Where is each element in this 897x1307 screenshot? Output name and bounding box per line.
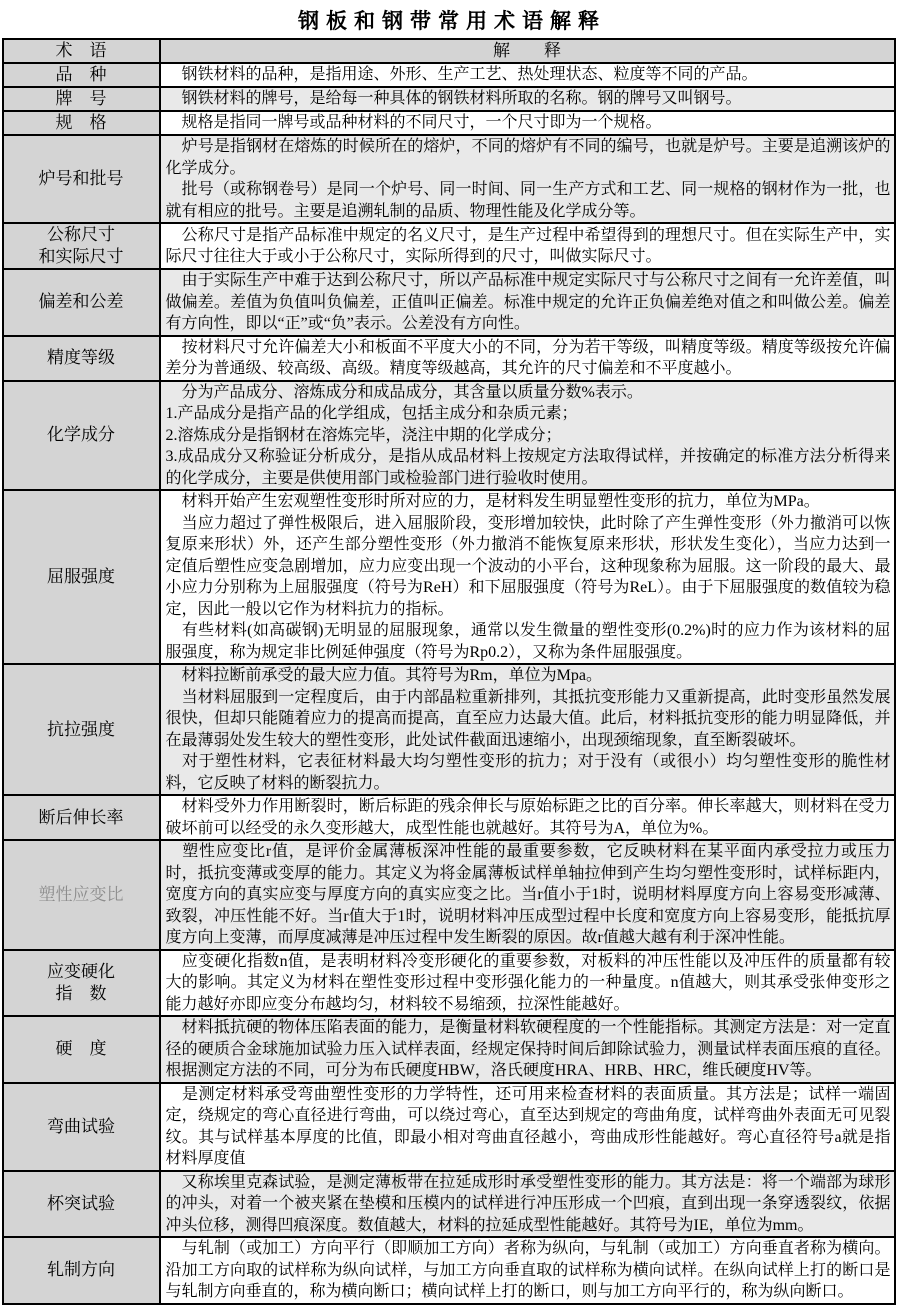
term-cell xyxy=(3,1083,160,1171)
explanation-paragraph: 对于塑性材料，它表征材料最大均匀塑性变形的抗力；对于没有（或很小）均匀塑性变形的脆性材料，它反映了材料的断裂抗力。 xyxy=(165,753,891,792)
explanation-paragraph: 钢铁材料的品种，是指用途、外形、生产工艺、热处理状态、粒度等不同的产品。 xyxy=(165,66,758,84)
term-label: 屈服强度 xyxy=(47,567,115,586)
term-label: 指 数 xyxy=(55,983,107,1003)
explanation-cell xyxy=(160,1083,895,1171)
explanation-paragraph: 按材料尺寸允许偏差大小和板面不平度大小的不同，分为若干等级，叫精度等级。精度等级按允许偏差分为普通级、较高级、高级。精度等级越高，其允许的尺寸偏差和不平度越小。 xyxy=(165,338,891,377)
table-row xyxy=(3,1016,895,1083)
term-cell xyxy=(3,381,160,491)
explanation-cell xyxy=(160,490,895,664)
explanation-paragraph: 材料受外力作用断裂时，断后标距的残余伸长与原始标距之比的百分率。伸长率越大，则材料在受力破坏前可以经受的永久变形越大，成型性能也就越好。其符号为A，单位为%。 xyxy=(165,798,891,837)
explanation-paragraph: 塑性应变比r值，是评价金属薄板深冲性能的最重要参数，它反映材料在某平面内承受拉力或压力时，抵抗变薄或变厚的能力。其定义为将金属薄板试样单轴拉伸到产生均匀塑性变形时，试样标距内，宽度方向的真实应变与厚度方向的真实应变之比。当r值小于1时，说明材料厚度方向上容易变形减薄、致裂，冲压性能不好。当r值大于1时，说明材料冲压成型过程中长度和宽度方向上容易变形，能抵抗厚度方向上变薄，而厚度减薄是冲压过程中发生断裂的原因。故r值越大越有利于深冲性能。 xyxy=(165,843,891,946)
table-row xyxy=(3,87,895,111)
table-row xyxy=(3,223,895,269)
table-body xyxy=(3,63,895,1304)
explanation-paragraph: 与轧制（或加工）方向平行（即顺加工方向）者称为纵向，与轧制（或加工）方向垂直者称为横向。沿加工方向取的试样称为纵向试样，与加工方向垂直取的试样称为横向试样。在纵向试样上打的断口是与轧制方向垂直的，称为横向断口；横向试样上打的断口，则与加工方向平行的，称为纵向断口。 xyxy=(165,1240,891,1300)
term-cell xyxy=(3,111,160,135)
term-label: 品 种 xyxy=(55,65,107,84)
table-row xyxy=(3,1237,895,1304)
header-row xyxy=(3,39,895,63)
term-cell xyxy=(3,950,160,1017)
explanation-cell xyxy=(160,950,895,1017)
term-cell xyxy=(3,135,160,223)
term-cell xyxy=(3,664,160,795)
explanation-paragraph: 由于实际生产中难于达到公称尺寸，所以产品标准中规定实际尺寸与公称尺寸之间有一允许差值，叫做偏差。差值为负值叫负偏差，正值叫正偏差。标准中规定的允许正负偏差绝对值之和叫做公差。偏差有方向性，即以“正”或“负”表示。公差没有方向性。 xyxy=(165,272,891,332)
table-row xyxy=(3,336,895,381)
terms-table xyxy=(2,38,896,1305)
table-row xyxy=(3,664,895,795)
term-cell xyxy=(3,840,160,950)
explanation-paragraph: 当应力超过了弹性极限后，进入屈服阶段，变形增加较快，此时除了产生弹性变形（外力撤消可以恢复原来形状）外，还产生部分塑性变形（外力撤消不能恢复原来形状，形状发生变化），当应力达到一定值后塑性应变急剧增加，应力应变出现一个波动的小平台，这种现象称为屈服。这一阶段的最大、最小应力分别称为上屈服强度（符号为ReH）和下屈服强度（符号为ReL）。由于下屈服强度的数值较为稳定，因此一般以它作为材料抗力的指标。 xyxy=(165,514,891,618)
term-cell xyxy=(3,795,160,840)
explanation-paragraph: 材料开始产生宏观塑性变形时所对应的力，是材料发生明显塑性变形的抗力，单位为MPa。 xyxy=(165,493,820,510)
explanation-paragraph: 又称埃里克森试验，是测定薄板带在拉延成形时承受塑性变形的能力。其方法是：将一个端部为球形的冲头，对着一个被夹紧在垫模和压模内的试样进行冲压形成一个凹痕，直到出现一条穿透裂纹，依据冲头位移，测得凹痕深度。数值越大，材料的拉延成型性能越好。其符号为IE，单位为mm。 xyxy=(165,1173,891,1234)
explanation-cell xyxy=(160,111,895,135)
header-term: 术 语 xyxy=(3,39,160,63)
term-cell xyxy=(3,63,160,87)
explanation-paragraph: 3.成品成分又称验证分析成分，是指从成品材料上按规定方法取得试样，并按确定的标准方法分析得来的化学成分，主要是供使用部门或检验部门进行验收时使用。 xyxy=(165,448,891,487)
table-row xyxy=(3,840,895,950)
term-label: 塑性应变比 xyxy=(38,884,124,904)
term-cell xyxy=(3,490,160,664)
term-label: 抗拉强度 xyxy=(47,719,115,739)
explanation-cell xyxy=(160,1016,895,1083)
term-cell xyxy=(3,336,160,381)
term-label: 公称尺寸 xyxy=(47,225,115,244)
explanation-paragraph: 钢铁材料的牌号，是给每一种具体的钢铁材料所取的名称。钢的牌号又叫钢号。 xyxy=(165,90,742,108)
explanation-paragraph: 分为产品成分、溶炼成分和成品成分，其含量以质量分数%表示。 xyxy=(165,383,643,401)
table-row xyxy=(3,795,895,840)
explanation-paragraph: 炉号是指钢材在熔炼的时候所在的熔炉，不同的熔炉有不同的编号，也就是炉号。主要是追溯该炉的化学成分。 xyxy=(165,138,891,177)
table-row xyxy=(3,269,895,336)
term-cell xyxy=(3,1016,160,1083)
table-row xyxy=(3,135,895,223)
term-cell xyxy=(3,1171,160,1238)
explanation-paragraph: 当材料屈服到一定程度后，由于内部晶粒重新排列，其抵抗变形能力又重新提高，此时变形虽然发展很快，但却只能随着应力的提高而提高，直至应力达最大值。此后，材料抵抗变形的能力明显降低，并在最薄弱处发生较大的塑性变形，此处试件截面迅速缩小，出现颈缩现象，直至断裂破坏。 xyxy=(165,688,891,749)
term-label: 弯曲试验 xyxy=(47,1116,115,1136)
explanation-cell xyxy=(160,1171,895,1238)
explanation-cell xyxy=(160,664,895,795)
table-row xyxy=(3,381,895,491)
explanation-cell xyxy=(160,795,895,840)
term-label: 规 格 xyxy=(55,113,107,132)
explanation-paragraph: 公称尺寸是指产品标准中规定的名义尺寸，是生产过程中希望得到的理想尺寸。但在实际生产中，实际尺寸往往大于或小于公称尺寸，实际所得到的尺寸，叫做实际尺寸。 xyxy=(165,226,891,265)
term-label: 应变硬化 xyxy=(47,961,115,981)
explanation-cell xyxy=(160,840,895,950)
explanation-paragraph: 材料拉断前承受的最大应力值。其符号为Rm，单位为Mpa。 xyxy=(165,667,602,684)
term-label: 精度等级 xyxy=(47,348,115,367)
explanation-paragraph: 有些材料(如高碳钢)无明显的屈服现象，通常以发生微量的塑性变形(0.2%)时的应力作为该材料的屈服强度，称为规定非比例延伸强度（符号为Rp0.2），又称为条件屈服强度。 xyxy=(165,622,891,661)
explanation-paragraph: 应变硬化指数n值，是表明材料冷变形硬化的重要参数，对板料的冲压性能以及冲压件的质量都有较大的影响。其定义为材料在塑性变形过程中变形强化能力的一种量度。n值越大，则其承受张伸变形之能力越好亦即应变分布越均匀，材料较不易缩颈，拉深性能越好。 xyxy=(165,952,891,1013)
term-label: 牌 号 xyxy=(55,89,107,108)
term-label: 硬 度 xyxy=(55,1039,107,1059)
explanation-cell xyxy=(160,87,895,111)
table-row xyxy=(3,111,895,135)
document-page xyxy=(0,5,897,1305)
term-label: 偏差和公差 xyxy=(38,292,124,312)
explanation-cell xyxy=(160,135,895,223)
explanation-cell xyxy=(160,1237,895,1304)
term-cell xyxy=(3,87,160,111)
table-row xyxy=(3,1171,895,1238)
explanation-paragraph: 是测定材料承受弯曲塑性变形的力学特性，还可用来检查材料的表面质量。其方法是；试样一端固定，绕规定的弯心直径进行弯曲，可以绕过弯心，直至达到规定的弯曲角度，试样弯曲外表面无可见裂纹。其与试样基本厚度的比值，即最小相对弯曲直径越小，弯曲成形性能越好。弯心直径符号a就是指材料厚度值 xyxy=(165,1085,891,1167)
explanation-cell xyxy=(160,223,895,269)
term-label: 断后伸长率 xyxy=(38,807,124,827)
term-cell xyxy=(3,223,160,269)
explanation-cell xyxy=(160,381,895,491)
table-row xyxy=(3,1083,895,1171)
term-label: 杯突试验 xyxy=(47,1193,115,1213)
term-cell xyxy=(3,269,160,336)
explanation-cell xyxy=(160,63,895,87)
explanation-cell xyxy=(160,269,895,336)
term-label: 和实际尺寸 xyxy=(38,247,124,266)
term-label: 炉号和批号 xyxy=(38,169,124,188)
header-explanation: 解 释 xyxy=(160,39,895,63)
explanation-paragraph: 1.产品成分是指产品的化学组成，包括主成分和杂质元素； xyxy=(165,405,578,422)
explanation-paragraph: 2.溶炼成分是指钢材在溶炼完毕，浇注中期的化学成分； xyxy=(165,426,562,444)
explanation-paragraph: 批号（或称钢卷号）是同一个炉号、同一时间、同一生产方式和工艺、同一规格的钢材作为一批，也就有相应的批号。主要是追溯轧制的品质、物理性能及化学成分等。 xyxy=(165,181,891,220)
table-row xyxy=(3,63,895,87)
table-row xyxy=(3,490,895,664)
term-cell xyxy=(3,1237,160,1304)
explanation-paragraph: 规格是指同一牌号或品种材料的不同尺寸，一个尺寸即为一个规格。 xyxy=(165,114,662,132)
page-title: 钢板和钢带常用术语解释 xyxy=(298,9,606,33)
explanation-paragraph: 材料抵抗硬的物体压陷表面的能力，是衡量材料软硬程度的一个性能指标。其测定方法是：对一定直径的硬质合金球施加试验力压入试样表面，经规定保持时间后卸除试验力，测量试样表面压痕的直径。根据测定方法的不同，可分为布氏硬度HBW，洛氏硬度HRA、HRB、HRC，维氏硬度HV等。 xyxy=(165,1019,891,1079)
table-header xyxy=(3,39,895,63)
term-label: 化学成分 xyxy=(47,425,115,445)
explanation-cell xyxy=(160,336,895,381)
term-label: 轧制方向 xyxy=(47,1260,115,1280)
table-row xyxy=(3,950,895,1017)
